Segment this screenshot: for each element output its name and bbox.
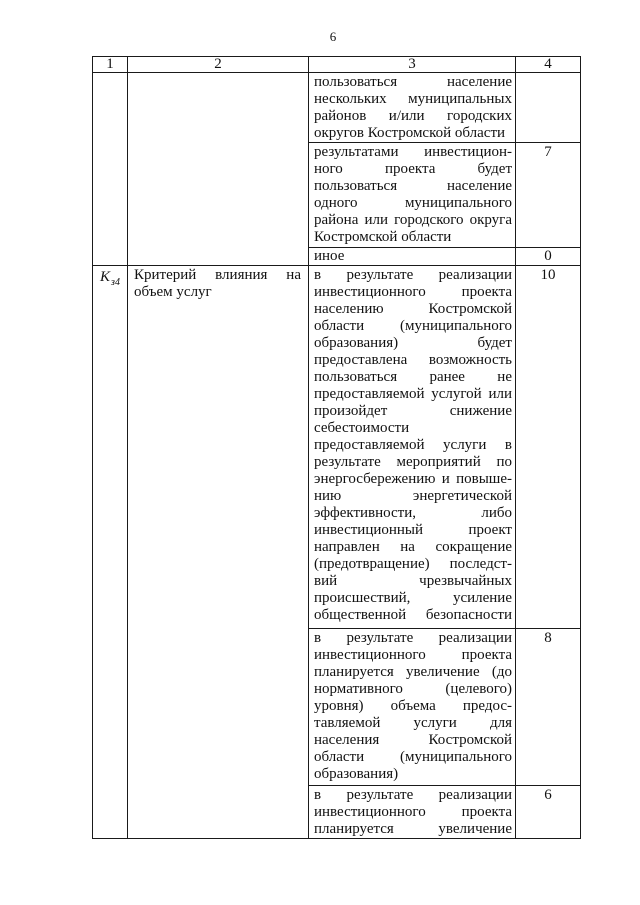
text-line: инвестиционный проект [314,522,512,538]
page-number: 6 [329,29,337,44]
option-description-cell [309,786,516,839]
column-header-4: 4 [516,57,581,73]
text-line: пользоваться население [314,74,512,90]
text-line: ного проекта будет [314,161,512,177]
text-line: предоставлена возможность [314,352,512,368]
score-cell [516,73,581,143]
option-description-cell [309,73,516,143]
score-cell: 0 [516,248,581,266]
criterion-name-cell-empty [128,73,309,266]
table-body [93,73,581,839]
text-line: округов Костромской области [314,125,506,141]
text-line: пользоваться население [314,178,512,194]
text-line: предоставляемой услугой или [314,386,512,402]
column-header-1: 1 [93,57,128,73]
score-cell: 7 [516,143,581,248]
text-line: населению Костромской [314,301,512,317]
text-line: планируется увеличение [314,821,512,837]
score-cell: 8 [516,629,581,786]
text-line: образования) будет [314,335,512,351]
table-row [93,266,581,629]
criterion-code-subscript: з4 [111,277,120,288]
table-header [93,57,581,73]
text-line: (предотвращение) последст- [314,556,512,572]
option-description-cell [309,629,516,786]
criterion-code-cell [93,266,128,839]
text-line: тавляемой услуги для [314,715,512,731]
criteria-table [92,56,581,839]
text-line: нормативного (целевого) [314,681,512,697]
text-line: нию энергетической [314,488,512,504]
header-row [93,57,581,73]
option-description-cell [309,266,516,629]
text-line: в результате реализации [314,787,512,803]
column-header-3: 3 [309,57,516,73]
text-line: области (муниципального [314,749,512,765]
text-line: предоставляемой услуги в [314,437,512,453]
criterion-name-cell [128,266,309,839]
text-line: области (муниципального [314,318,512,334]
text-line: происшествий, усиление [314,590,512,606]
text-line: объем услуг [134,284,212,300]
text-line: Критерий влияния на [134,267,301,283]
text-line: иное [314,248,345,264]
text-line: планируется увеличение (до [314,664,512,680]
text-line: направлен на сокращение [314,539,512,555]
code-cell-empty [93,73,128,266]
text-line: населения Костромской [314,732,512,748]
text-line: районов и/или городских [314,108,512,124]
text-line: инвестиционного проекта [314,647,512,663]
text-line: вий чрезвычайных [314,573,512,589]
text-line: уровня) объема предос- [314,698,512,714]
text-line: в результате реализации [314,267,512,283]
table-row [93,73,581,143]
column-header-2: 2 [128,57,309,73]
score-cell: 10 [516,266,581,629]
score-cell: 6 [516,786,581,839]
text-line: произойдет снижение [314,403,512,419]
text-line: в результате реализации [314,630,512,646]
text-line: эффективности, либо [314,505,512,521]
text-line: себестоимости [314,420,410,436]
option-description-cell [309,143,516,248]
text-line: инвестиционного проекта [314,284,512,300]
text-line: энергосбережению и повыше- [314,471,512,487]
text-line: результате мероприятий по [314,454,512,470]
text-line: результатами инвестицион- [314,144,512,160]
option-description-cell [309,248,516,266]
text-line: образования) [314,766,399,782]
text-line: инвестиционного проекта [314,804,512,820]
text-line: нескольких муниципальных [314,91,512,107]
text-line: одного муниципального [314,195,512,211]
text-line: общественной безопасности [314,607,512,623]
criterion-code-symbol: K [100,269,111,285]
text-line: Костромской области [314,229,452,245]
text-line: района или городского округа [314,212,512,228]
text-line: пользоваться ранее не [314,369,512,385]
